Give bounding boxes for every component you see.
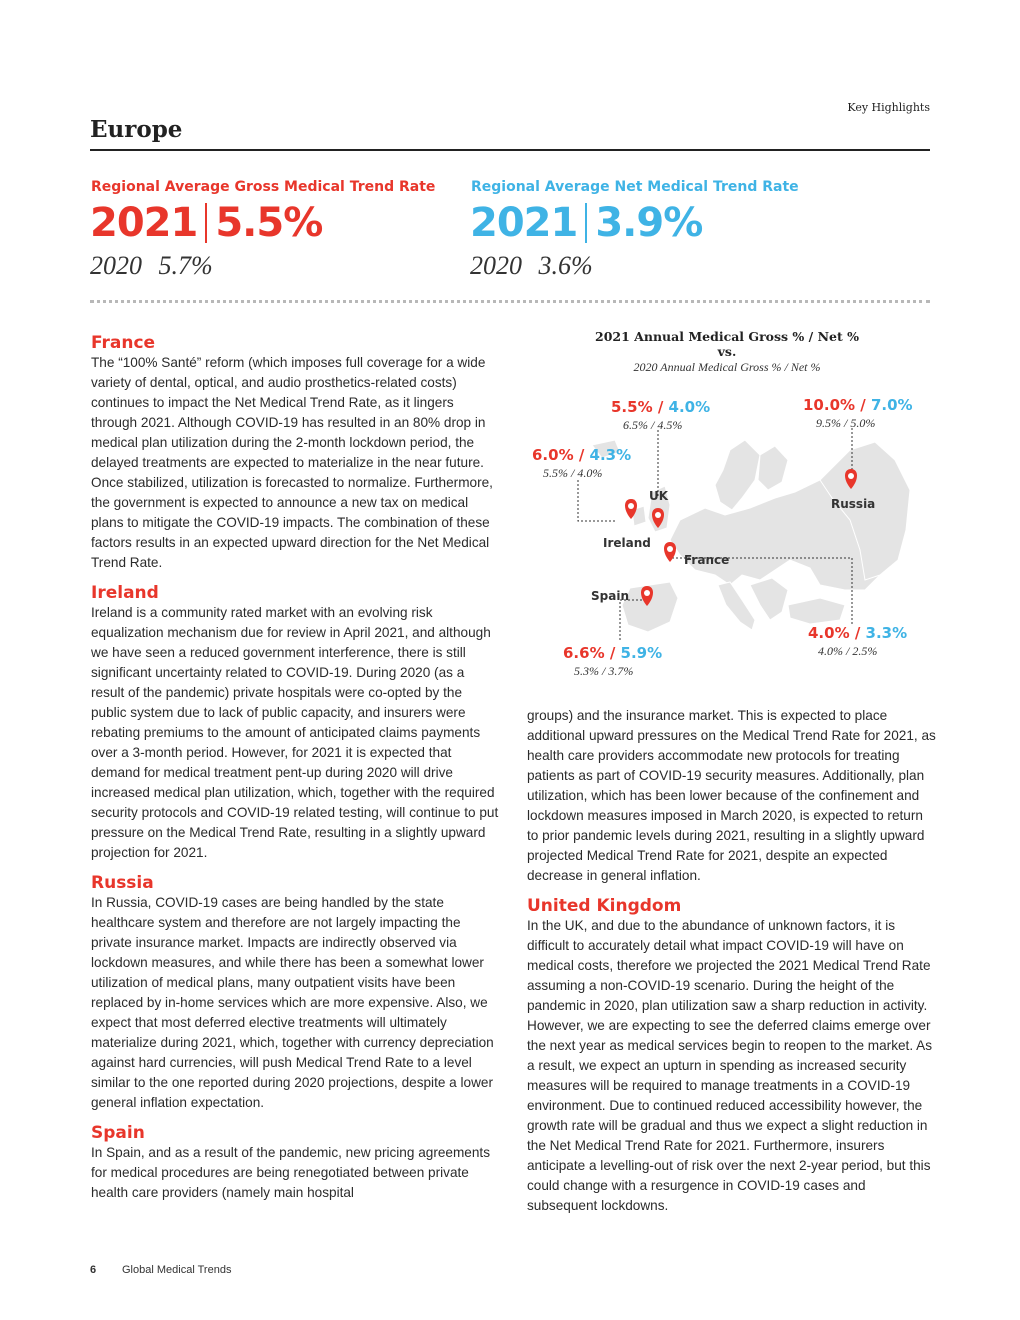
- map-title: 2021 Annual Medical Gross % / Net %: [595, 329, 859, 344]
- net-rate-2020: 2020 3.6%: [470, 251, 593, 280]
- net-rate-label: Regional Average Net Medical Trend Rate: [471, 179, 799, 195]
- dotted-divider: [90, 300, 930, 303]
- gross-divider: [205, 203, 207, 243]
- russia-body: In Russia, COVID-19 cases are being handled by the state healthcare system and therefore are not largely impacting the private insurance market. Impacts are indirectly observed via lockdown measures, and while there has been a somewhat lower utilization of medical plans, many outpatient visits have been replaced by in-home services which are more expensive. Also, we expect that most deferred elective treatments will ultimately materialize during 2021, which, together with currency depreciation against hard currencies, will push Medical Trend Rate to a level similar to the one reported during 2020 projections, despite a lower general inflation expectation.: [91, 895, 494, 1110]
- france-body: The “100% Santé” reform (which imposes full coverage for a wide variety of dental, optical, and audio prosthetics-related costs) continues to impact the Net Medical Trend Rate, as it lingers through 2021. Although COVID-19 has resulted in an 80% drop in medical plan utilization during the 2-month lockdown period, the delayed treatments are expected to materialize in the near future. Once stabilized, utilization is forecasted to normalize. Furthermore, the government is expected to announce a new tax on medical plans to mitigate the COVID-19 impacts. The combination of these factors results in an expected upward direction for the Net Medical Trend Rate.: [91, 355, 493, 570]
- ireland-body: Ireland is a community rated market with an evolving risk equalization mechanism due for review in April 2021, and although we have seen a reduced government interference, there is still significant uncertainty related to COVID-19. During 2020 (as a result of the pandemic) private hospitals were co-opted by the public system due to lack of public capacity, and insurers were rebating premiums to the amount of anticipated claims payments over a 3-month period. However, for 2021 it is expected that demand for medical treatment pent-up during 2020 will drive increased medical plan utilization, which, together with the required security protocols and COVID-19 related testing, will continue to put pressure on the Medical Trend Rate, resulting in a slightly upward projection for 2021.: [91, 605, 499, 860]
- page-number: 6: [90, 1264, 97, 1276]
- uk-prev: 6.5% / 4.5%: [623, 418, 683, 432]
- spain-city-label: Spain: [591, 589, 629, 603]
- title-rule: [90, 149, 930, 151]
- russia-gross: 10.0%: [803, 396, 856, 414]
- ireland-prev: 5.5% / 4.0%: [543, 466, 603, 480]
- uk-net: 4.0%: [668, 398, 711, 416]
- spain-body: In Spain, and as a result of the pandemic, new pricing agreements for medical procedures are being renegotiated between private health care providers (namely main hospital: [91, 1145, 490, 1200]
- france-gross: 4.0%: [808, 624, 850, 642]
- publication-name: Global Medical Trends: [122, 1264, 232, 1276]
- net-year: 2021: [470, 200, 578, 246]
- uk-body: In the UK, and due to the abundance of unknown factors, it is difficult to accurately detail what impact COVID-19 will have on medical costs, therefore we projected the 2021 Medical Trend Rate assuming a non-COVID-19 scenario. During the height of the pandemic in 2020, plan utilization saw a sharp reduction in activity. However, we are expecting to see the deferred claims emerge over the next year as medical services begin to reopen to the market. As a result, we expect an upturn in spending as increased security measures will be required to manage treatments in a COVID-19 environment. Due to continued reduced accessibility however, the growth rate will be gradual and thus we expect a slight reduction in the Net Medical Trend Rate for 2021. Furthermore, insurers anticipate a levelling-out of risk over the next 2-year period, but this could change with a resurgence in COVID-19 cases and subsequent lockdowns.: [527, 918, 933, 1213]
- key-highlights-label: Key Highlights: [847, 101, 930, 114]
- ireland-rate: 6.0% / 4.3%: [532, 446, 632, 464]
- gross-year: 2021: [90, 200, 198, 246]
- ireland-heading: Ireland: [91, 583, 159, 603]
- net-rate-2021: [470, 200, 702, 246]
- right-column: [527, 706, 937, 1216]
- spain-gross: 6.6%: [563, 644, 605, 662]
- france-rate: 4.0% / 3.3%: [808, 624, 908, 642]
- spain-prev: 5.3% / 3.7%: [574, 664, 634, 678]
- russia-prev: 9.5% / 5.0%: [816, 416, 876, 430]
- net-divider: [585, 203, 587, 243]
- spain-heading: Spain: [91, 1123, 145, 1143]
- left-column: [91, 333, 501, 1203]
- russia-city-label: Russia: [831, 497, 876, 511]
- russia-rate: 10.0% / 7.0%: [803, 396, 913, 414]
- map-vs: vs.: [717, 344, 737, 359]
- gross-value: 5.5%: [215, 200, 323, 246]
- uk-heading: United Kingdom: [527, 896, 682, 916]
- page-title: Europe: [90, 116, 183, 143]
- uk-city-label: UK: [649, 489, 669, 503]
- uk-gross: 5.5%: [611, 398, 653, 416]
- map-subtitle: 2020 Annual Medical Gross % / Net %: [633, 360, 821, 374]
- gross-rate-2020: 2020 5.7%: [90, 251, 213, 280]
- spain-net: 5.9%: [620, 644, 663, 662]
- net-value: 3.9%: [595, 200, 703, 246]
- spain-rate: 6.6% / 5.9%: [563, 644, 663, 662]
- france-city-label: France: [684, 553, 730, 567]
- uk-rate: 5.5% / 4.0%: [611, 398, 711, 416]
- ireland-gross: 6.0%: [532, 446, 574, 464]
- russia-heading: Russia: [91, 873, 154, 893]
- france-net: 3.3%: [865, 624, 908, 642]
- spain-body-continued: groups) and the insurance market. This is expected to place additional upward pressures on the Medical Trend Rate for 2021, as health care providers accommodate new protocols for treating patients as part of COVID-19 security measures. Additionally, plan utilization, which has been lower because of the confinement and lockdown measures imposed in March 2020, is expected to return to prior pandemic levels during 2021, resulting in a slightly upward projected Medical Trend Rate for 2021, despite an expected decrease in general inflation.: [527, 708, 936, 883]
- gross-rate-2021: [90, 200, 322, 246]
- ireland-city-label: Ireland: [603, 536, 651, 550]
- france-prev: 4.0% / 2.5%: [818, 644, 878, 658]
- russia-net: 7.0%: [870, 396, 913, 414]
- ireland-net: 4.3%: [589, 446, 632, 464]
- france-pin: [664, 542, 676, 562]
- france-heading: France: [91, 333, 156, 353]
- gross-rate-label: Regional Average Gross Medical Trend Rate: [91, 179, 436, 195]
